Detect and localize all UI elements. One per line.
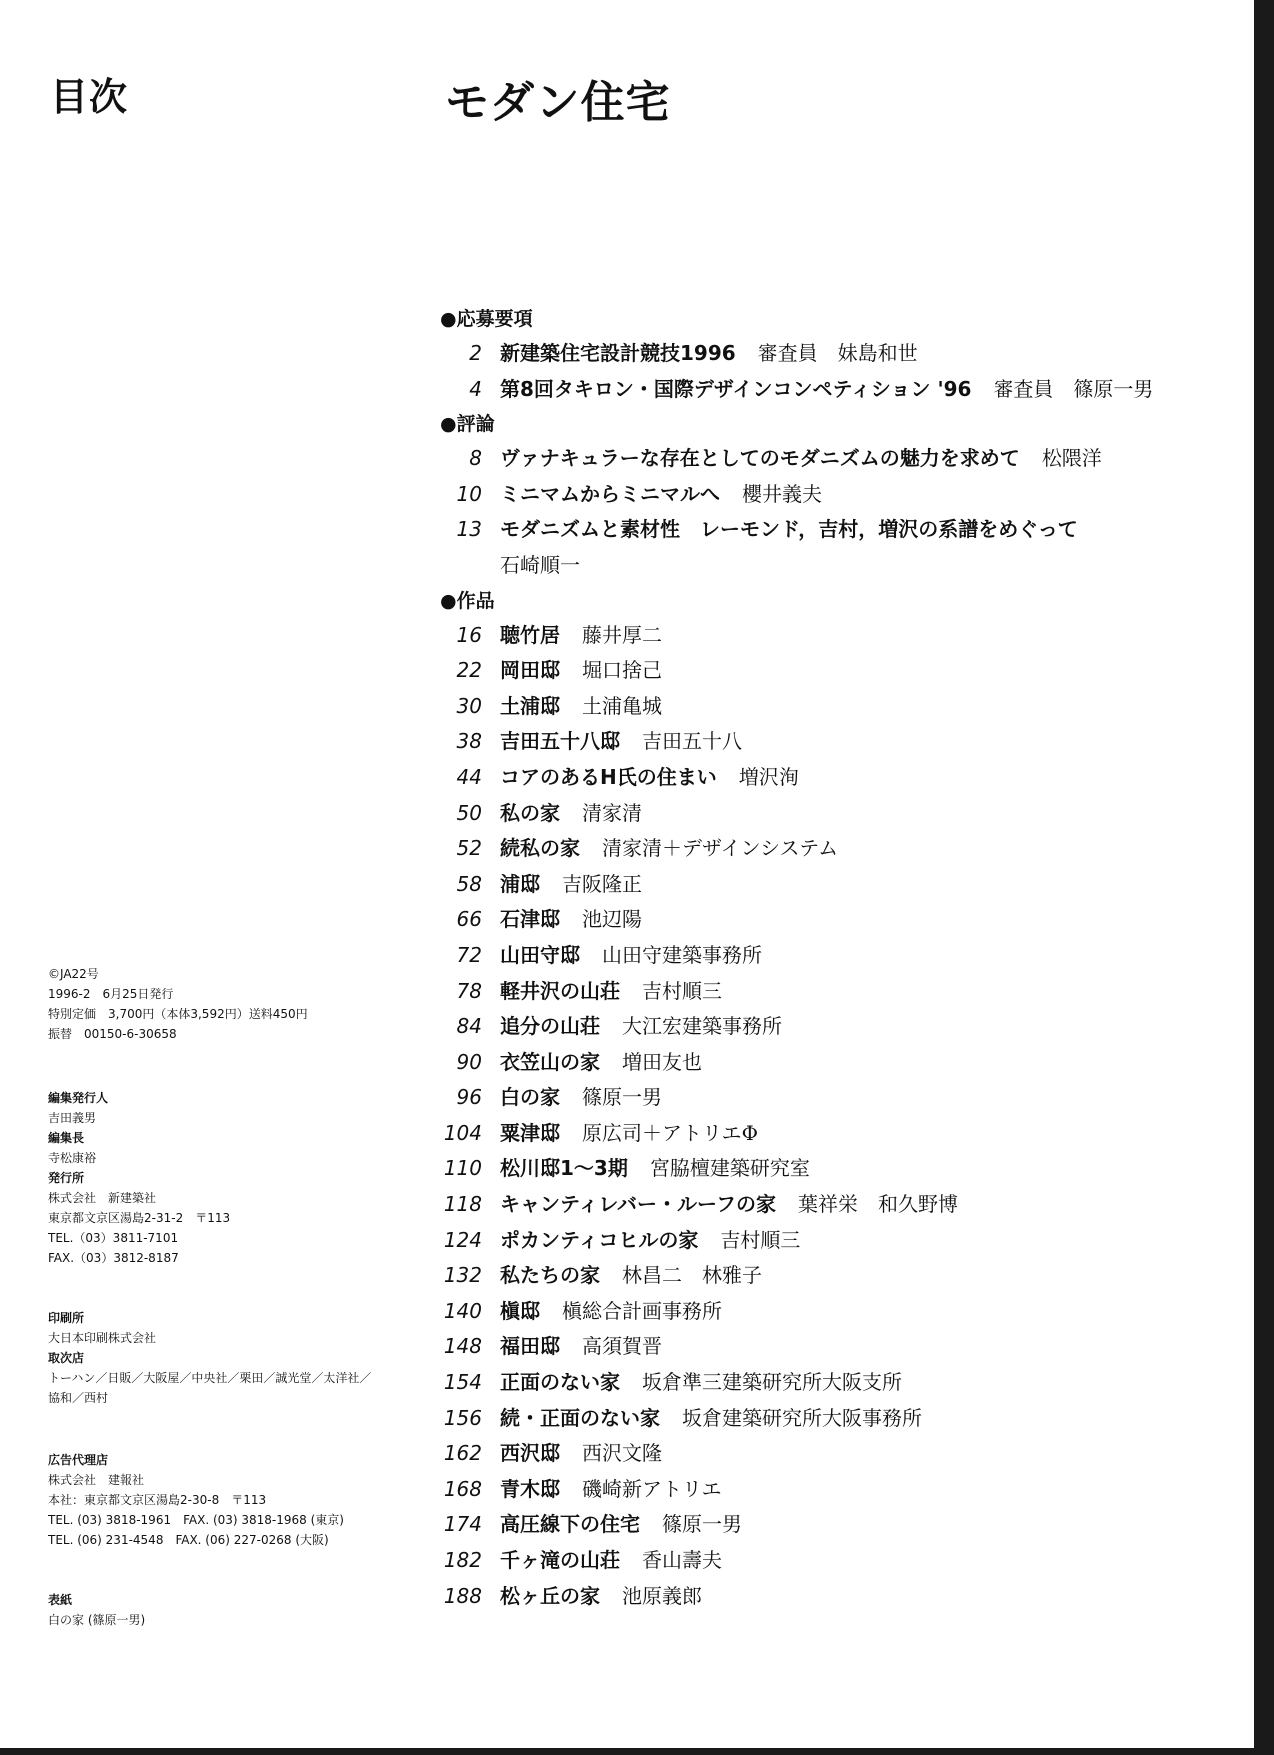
toc-entry [440, 1080, 1220, 1116]
toc-entry [440, 867, 1220, 903]
toc-entry [440, 1365, 1220, 1401]
toc-page-number: 66 [456, 907, 482, 932]
toc-entry-title: 白の家 [500, 1085, 560, 1110]
colophon-line: TEL. (06) 231-4548 FAX. (06) 227-0268 (大阪) [48, 1533, 329, 1547]
toc-page-number: 30 [456, 693, 482, 718]
colophon-advertising [48, 1450, 428, 1550]
colophon-label: 印刷所 [48, 1311, 85, 1325]
colophon-line: 株式会社 新建築社 [48, 1191, 157, 1205]
toc-entry [440, 796, 1220, 832]
toc-entry [440, 1329, 1220, 1365]
toc-entry [440, 477, 1220, 513]
toc-entry-author: 山田守建築事務所 [602, 942, 762, 967]
colophon-line: FAX.（03）3812-8187 [48, 1251, 179, 1265]
toc-section-heading: ●作品 [440, 589, 495, 612]
toc-page-number: 168 [443, 1476, 482, 1501]
toc-entry-title: キャンティレバー・ルーフの家 [500, 1192, 776, 1217]
toc-entry-author: 葉祥栄 和久野博 [798, 1192, 958, 1217]
toc-page-number: 10 [456, 481, 482, 506]
toc-entry [440, 653, 1220, 689]
colophon-line: 特別定価 3,700円（本体3,592円）送料450円 [48, 1007, 308, 1021]
toc-entry [440, 1401, 1220, 1437]
colophon-cover [48, 1590, 428, 1630]
toc-entry [440, 724, 1220, 760]
toc-entry [440, 1116, 1220, 1152]
toc-section-heading: ●評論 [440, 413, 495, 436]
toc-entry [440, 1579, 1220, 1615]
toc-page-number: 50 [456, 800, 482, 825]
colophon-line: トーハン／日販／大阪屋／中央社／栗田／誠光堂／太洋社／ [48, 1371, 372, 1385]
toc-page-number: 84 [456, 1014, 482, 1039]
toc-entry-author: 清家清＋デザインシステム [602, 836, 839, 861]
toc-entry-author: 審査員 篠原一男 [993, 376, 1154, 401]
toc-page-number: 156 [443, 1405, 482, 1430]
toc-section-heading: ●応募要項 [440, 308, 533, 330]
colophon-line: ©JA22号 [48, 967, 99, 981]
toc-entry-author: 石崎順一 [500, 552, 580, 577]
toc-page-number: 72 [456, 942, 482, 967]
toc-page-number: 124 [443, 1227, 482, 1252]
toc-page-number: 104 [443, 1120, 482, 1145]
toc-entry [440, 1436, 1220, 1472]
toc-entry-title: 私の家 [500, 800, 560, 825]
toc-page-number: 110 [443, 1156, 482, 1181]
toc-entry [440, 1507, 1220, 1543]
toc-entry-author: 大江宏建築事務所 [622, 1014, 782, 1039]
toc-entry [440, 1258, 1220, 1294]
toc-entry [440, 441, 1220, 477]
toc-entry-title: 新建築住宅設計競技1996 [500, 341, 736, 365]
toc-page-number: 154 [443, 1370, 482, 1395]
toc-page-number: 188 [443, 1583, 482, 1608]
toc-entry-title: 第8回タキロン・国際デザインコンペティション '96 [500, 376, 972, 401]
toc-entry-title: 追分の山荘 [500, 1014, 600, 1039]
toc-entry-author: 坂倉準三建築研究所大阪支所 [642, 1370, 902, 1395]
toc-entry-author: 槇総合計画事務所 [562, 1298, 722, 1323]
toc-entry [440, 760, 1220, 796]
toc-page-number: 118 [443, 1192, 482, 1217]
colophon-line: 本社：東京都文京区湯島2-30-8 〒113 [48, 1493, 267, 1507]
toc-entry-title: 岡田邸 [500, 658, 560, 683]
colophon-line: TEL.（03）3811-7101 [48, 1231, 179, 1245]
toc-entry [440, 1009, 1220, 1045]
toc-page-number: 13 [456, 517, 482, 542]
colophon-line: 1996-2 6月25日発行 [48, 987, 174, 1001]
toc-page-number: 4 [469, 376, 482, 401]
toc-entry [440, 1151, 1220, 1187]
toc-page-number: 52 [456, 836, 482, 861]
toc-entry [440, 1045, 1220, 1081]
toc-entry-title: 軽井沢の山荘 [500, 978, 620, 1003]
toc-entry-author: 藤井厚二 [582, 622, 662, 647]
toc-page-number: 22 [456, 658, 482, 683]
toc-entry-author: 池辺陽 [582, 907, 642, 932]
contents-heading: 目次 [50, 75, 129, 119]
toc-entry-author: 坂倉建築研究所大阪事務所 [682, 1405, 922, 1430]
toc-entry-author: 香山壽夫 [642, 1548, 722, 1572]
toc-entry-author: 増沢洵 [738, 764, 799, 789]
toc-entry [440, 1294, 1220, 1330]
toc-entry [440, 512, 1220, 548]
toc-entry-title: 山田守邸 [500, 942, 580, 967]
colophon-line: 白の家 (篠原一男) [48, 1613, 146, 1627]
colophon-label: 表紙 [48, 1593, 73, 1607]
toc-page-number: 132 [443, 1263, 482, 1288]
toc-entry-title: ミニマムからミニマルへ [500, 481, 720, 506]
toc-entry-author: 篠原一男 [582, 1085, 662, 1110]
colophon-line: 振替 00150-6-30658 [48, 1027, 177, 1041]
toc-entry-title: 高圧線下の住宅 [500, 1512, 640, 1537]
toc-entry [440, 1543, 1220, 1579]
toc-page-number: 140 [443, 1298, 482, 1323]
toc-entry [440, 689, 1220, 725]
colophon-label: 広告代理店 [48, 1453, 109, 1467]
toc-entry-title: ヴァナキュラーな存在としてのモダニズムの魅力を求めて [500, 446, 1020, 471]
toc-page-number: 2 [469, 341, 482, 365]
colophon-line: 東京都文京区湯島2-31-2 〒113 [48, 1211, 231, 1225]
colophon-label: 編集長 [48, 1131, 85, 1145]
toc-entry [440, 902, 1220, 938]
toc-entry-title: ポカンティコヒルの家 [500, 1227, 699, 1252]
toc-entry-author: 吉田五十八 [642, 729, 742, 754]
toc-page-number: 8 [469, 446, 482, 471]
toc-entry-author: 林昌二 林雅子 [622, 1263, 762, 1288]
toc-entry-author: 高須賀晋 [582, 1334, 662, 1359]
toc-page-number: 148 [443, 1334, 482, 1359]
toc-entry-title: 衣笠山の家 [500, 1049, 600, 1074]
toc-entry-title: モダニズムと素材性 レーモンド，吉村，増沢の系譜をめぐって [500, 517, 1078, 542]
toc-entry [440, 1223, 1220, 1259]
toc-page-number: 90 [456, 1049, 482, 1074]
toc-entry-title: 土浦邸 [500, 693, 560, 718]
toc-page-number: 174 [443, 1512, 482, 1537]
toc-entry-title: 西沢邸 [500, 1441, 560, 1466]
colophon-line: 株式会社 建報社 [48, 1473, 145, 1487]
colophon-label: 取次店 [48, 1351, 85, 1365]
colophon-line: 協和／西村 [48, 1391, 109, 1405]
toc-entry-author: 土浦亀城 [582, 693, 662, 718]
toc-entry-title: 聴竹居 [500, 622, 560, 647]
colophon-line: 吉田義男 [48, 1111, 97, 1125]
toc-entry [440, 372, 1220, 408]
colophon-line: 大日本印刷株式会社 [48, 1331, 157, 1345]
toc-entry-title: 続・正面のない家 [500, 1405, 660, 1430]
toc-entry-author: 増田友也 [622, 1049, 702, 1074]
toc-entry-title: コアのあるH氏の住まい [500, 764, 717, 789]
toc-entry-title: 松川邸1〜3期 [500, 1156, 628, 1181]
toc-entry-author: 池原義郎 [622, 1583, 702, 1608]
toc-entry [440, 938, 1220, 974]
toc-entry-title: 粟津邸 [500, 1120, 560, 1145]
toc-page-number: 44 [456, 764, 482, 789]
colophon-line: TEL. (03) 3818-1961 FAX. (03) 3818-1968 (東京) [48, 1513, 344, 1527]
toc-entry-title: 千ヶ滝の山荘 [500, 1548, 620, 1572]
toc-page-number: 182 [443, 1548, 482, 1572]
toc-entry [440, 974, 1220, 1010]
toc-entry-author: 吉村順三 [642, 978, 722, 1003]
toc-entry-author: 吉村順三 [720, 1227, 801, 1252]
colophon-printing [48, 1308, 428, 1408]
toc-entry [440, 618, 1220, 654]
toc-page-number: 78 [456, 978, 482, 1003]
toc-entry-title: 続私の家 [500, 836, 580, 861]
toc-entry-author: 堀口捨己 [582, 658, 662, 683]
colophon-label: 編集発行人 [48, 1091, 109, 1105]
colophon-editorial [48, 1088, 428, 1268]
toc-entry-author: 篠原一男 [662, 1512, 742, 1537]
toc-page-number: 38 [456, 729, 482, 754]
toc-entry-title: 福田邸 [500, 1334, 560, 1359]
toc-entry-author: 審査員 妹島和世 [757, 341, 918, 365]
colophon-issue [48, 964, 428, 1044]
toc-entry-title: 松ヶ丘の家 [500, 1583, 600, 1608]
toc-entry-author: 吉阪隆正 [562, 871, 642, 896]
colophon-line: 寺松康裕 [48, 1151, 97, 1165]
issue-title: モダン住宅 [445, 77, 671, 128]
toc-entry-title: 槇邸 [500, 1298, 540, 1323]
toc-entry-title: 正面のない家 [500, 1370, 620, 1395]
toc-entry-author: 松隈洋 [1041, 446, 1102, 471]
toc-entry [440, 1187, 1220, 1223]
toc-entry-author: 宮脇檀建築研究室 [649, 1156, 810, 1181]
toc-entry [440, 548, 1220, 584]
toc-entry-title: 石津邸 [500, 907, 560, 932]
table-of-contents [440, 302, 1220, 1614]
toc-page-number: 58 [456, 871, 482, 896]
toc-entry [440, 831, 1220, 867]
toc-entry [440, 336, 1220, 372]
toc-entry-author: 西沢文隆 [582, 1441, 662, 1466]
toc-page-number: 96 [456, 1085, 482, 1110]
toc-entry [440, 1472, 1220, 1508]
toc-entry-title: 青木邸 [500, 1476, 560, 1501]
toc-page-number: 162 [443, 1441, 482, 1466]
toc-entry-author: 磯崎新アトリエ [582, 1476, 722, 1501]
toc-page-number: 16 [456, 622, 482, 647]
toc-entry-author: 清家清 [582, 800, 642, 825]
colophon-label: 発行所 [48, 1171, 85, 1185]
toc-entry-title: 私たちの家 [500, 1263, 600, 1288]
toc-entry-title: 浦邸 [500, 871, 540, 896]
toc-entry-title: 吉田五十八邸 [500, 729, 620, 754]
toc-entry-author: 原広司＋アトリエΦ [582, 1120, 758, 1145]
toc-entry-author: 櫻井義夫 [742, 481, 822, 506]
